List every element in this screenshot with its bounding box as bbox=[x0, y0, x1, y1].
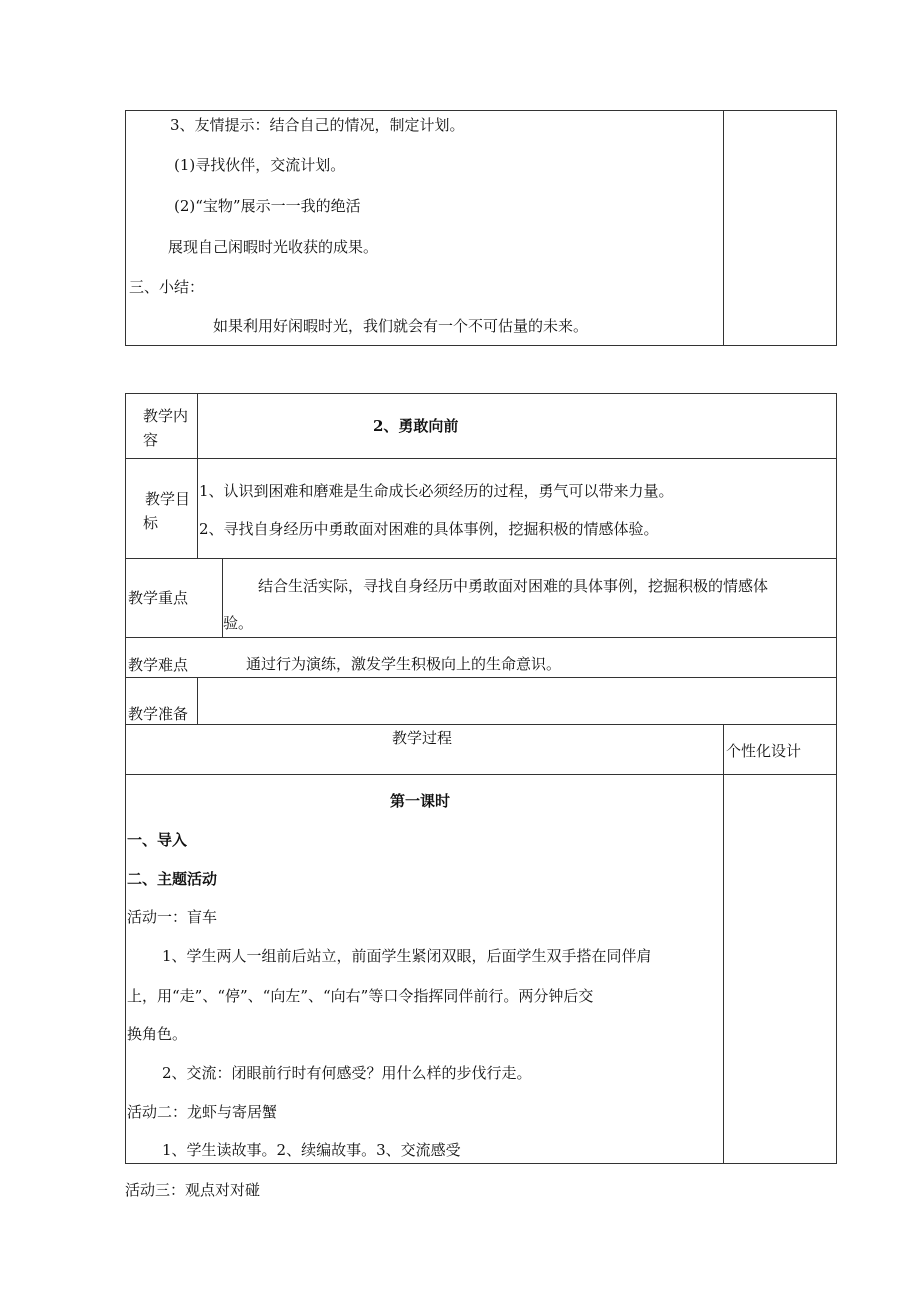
key-label: 教学重点 bbox=[128, 589, 189, 607]
summary-heading: 三、小结： bbox=[129, 278, 205, 296]
tip-heading: 3、友情提示：结合自己的情况，制定计划。 bbox=[170, 116, 465, 134]
content-label-line2: 容 bbox=[143, 431, 159, 449]
key-line2: 验。 bbox=[223, 614, 254, 632]
activity-1-step1-line2: 上，用“走”、“停”、“向左”、“向右”等口令指挥同伴前行。两分钟后交 bbox=[127, 987, 594, 1005]
lesson-topic: 2、勇敢向前 bbox=[373, 417, 459, 435]
goal-2: 2、寻找自身经历中勇敢面对困难的具体事例，挖掘积极的情感体验。 bbox=[199, 520, 659, 538]
difficulty-label: 教学难点 bbox=[128, 656, 189, 674]
lesson-title: 第一课时 bbox=[390, 792, 451, 810]
tip-item-1: (1)寻找伙伴，交流计划。 bbox=[174, 156, 346, 174]
process-header: 教学过程 bbox=[392, 729, 453, 747]
activity-1-title: 活动一：盲车 bbox=[127, 908, 218, 926]
difficulty-value: 通过行为演练，激发学生积极向上的生命意识。 bbox=[246, 655, 562, 673]
tip-item-desc: 展现自己闲暇时光收获的成果。 bbox=[168, 238, 379, 256]
section-theme: 二、主题活动 bbox=[127, 870, 218, 888]
goal-1: 1、认识到困难和磨难是生命成长必须经历的过程，勇气可以带来力量。 bbox=[199, 482, 674, 500]
summary-text: 如果利用好闲暇时光，我们就会有一个不可估量的未来。 bbox=[213, 317, 589, 335]
key-line1: 结合生活实际，寻找自身经历中勇敢面对困难的具体事例，挖掘积极的情感体 bbox=[258, 577, 769, 595]
content-label-line1: 教学内 bbox=[143, 407, 189, 425]
goal-label-line1: 教学目 bbox=[145, 490, 191, 508]
activity-3-title: 活动三：观点对对碰 bbox=[125, 1181, 261, 1199]
personal-design-header: 个性化设计 bbox=[726, 742, 802, 760]
activity-1-step2: 2、交流：闭眼前行时有何感受？用什么样的步伐行走。 bbox=[162, 1064, 532, 1082]
activity-1-step1-line1: 1、学生两人一组前后站立，前面学生紧闭双眼，后面学生双手搭在同伴肩 bbox=[162, 947, 652, 965]
prep-label: 教学准备 bbox=[128, 705, 189, 723]
activity-2-steps: 1、学生读故事。2、续编故事。3、交流感受 bbox=[162, 1141, 461, 1159]
section-intro: 一、导入 bbox=[127, 831, 188, 849]
activity-2-title: 活动二：龙虾与寄居蟹 bbox=[127, 1103, 278, 1121]
tip-item-2: (2)“宝物”展示一一我的绝活 bbox=[174, 197, 361, 215]
activity-1-step1-line3: 换角色。 bbox=[127, 1025, 188, 1043]
goal-label-line2: 标 bbox=[143, 514, 159, 532]
